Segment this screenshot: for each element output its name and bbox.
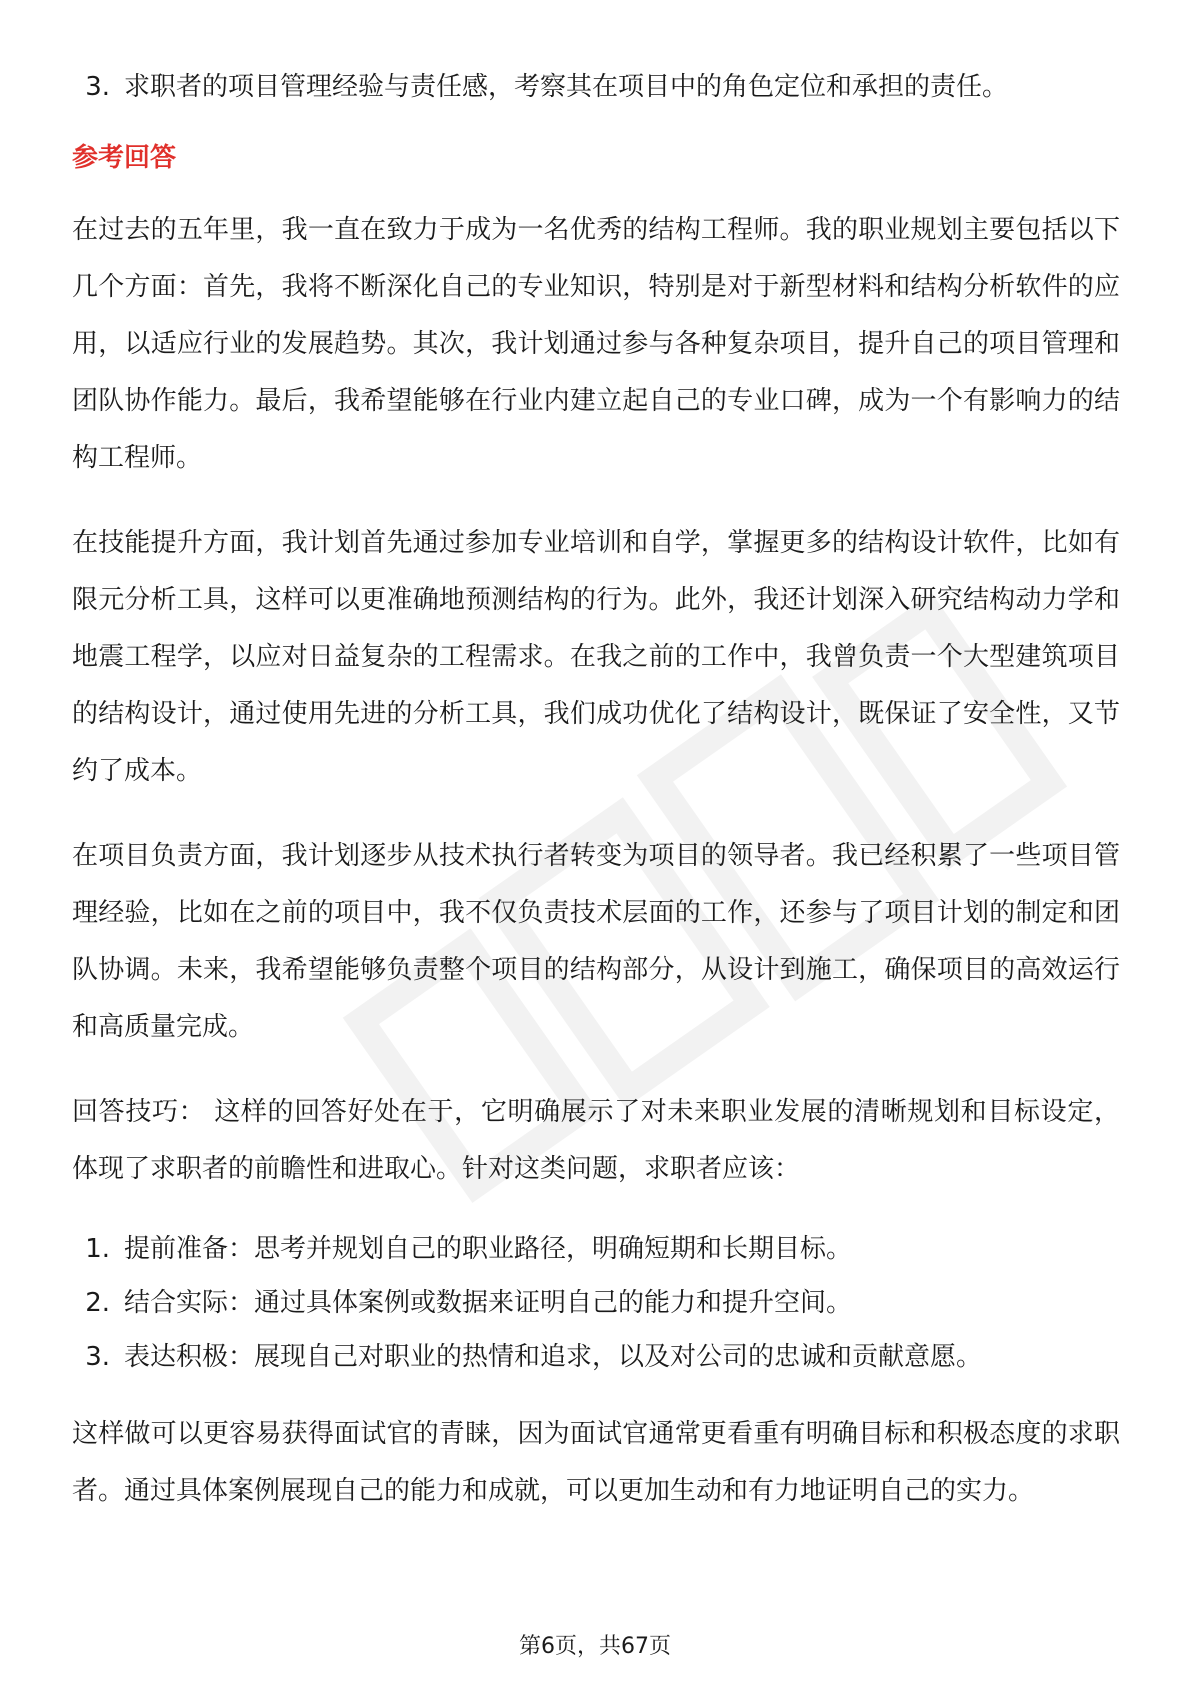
paragraph-career-plan: 在过去的五年里，我一直在致力于成为一名优秀的结构工程师。我的职业规划主要包括以下几个方面：首先，我将不断深化自己的专业知识，特别是对于新型材料和结构分析软件的应用，以适应行业的发展趋势。其次，我计划通过参与各种复杂项目，提升自己的项目管理和团队协作能力。最后，我希望能够在行业内建立起自己的专业口碑，成为一个有影响力的结构工程师。 xyxy=(72,215,1120,473)
paragraph-skills: 在技能提升方面，我计划首先通过参加专业培训和自学，掌握更多的结构设计软件，比如有限元分析工具，这样可以更准确地预测结构的行为。此外，我还计划深入研究结构动力学和地震工程学，以应对日益复杂的工程需求。在我之前的工作中，我曾负责一个大型建筑项目的结构设计，通过使用先进的分析工具，我们成功优化了结构设计，既保证了安全性，又节约了成本。 xyxy=(72,528,1120,786)
list-item xyxy=(72,1284,1120,1322)
list-number: 3. xyxy=(85,72,110,102)
list-text: 提前准备：思考并规划自己的职业路径，明确短期和长期目标。 xyxy=(124,1234,853,1264)
list-number: 3. xyxy=(85,1342,110,1372)
list-item xyxy=(72,1230,1120,1268)
list-text: 结合实际：通过具体案例或数据来证明自己的能力和提升空间。 xyxy=(124,1288,853,1318)
list-text: 求职者的项目管理经验与责任感，考察其在项目中的角色定位和承担的责任。 xyxy=(124,72,1009,102)
document-body xyxy=(72,68,1120,1520)
tips-list xyxy=(72,1230,1120,1376)
list-text: 表达积极：展现自己对职业的热情和追求，以及对公司的忠诚和贡献意愿。 xyxy=(124,1342,983,1372)
page-number: 第6页，共67页 xyxy=(519,1634,671,1659)
paragraph-answer-tips: 回答技巧： 这样的回答好处在于，它明确展示了对未来职业发展的清晰规划和目标设定，体现了求职者的前瞻性和进取心。针对这类问题，求职者应该： xyxy=(72,1097,1120,1184)
paragraph-project: 在项目负责方面，我计划逐步从技术执行者转变为项目的领导者。我已经积累了一些项目管理经验，比如在之前的项目中，我不仅负责技术层面的工作，还参与了项目计划的制定和团队协调。未来，我希望能够负责整个项目的结构部分，从设计到施工，确保项目的高效运行和高质量完成。 xyxy=(72,841,1120,1042)
paragraph-closing: 这样做可以更容易获得面试官的青睐，因为面试官通常更看重有明确目标和积极态度的求职者。通过具体案例展现自己的能力和成就，可以更加生动和有力地证明自己的实力。 xyxy=(72,1419,1120,1506)
list-item xyxy=(72,1338,1120,1376)
list-item xyxy=(72,68,1120,106)
list-number: 2. xyxy=(85,1288,110,1318)
section-title: 参考回答 xyxy=(72,143,177,173)
list-number: 1. xyxy=(85,1234,110,1264)
